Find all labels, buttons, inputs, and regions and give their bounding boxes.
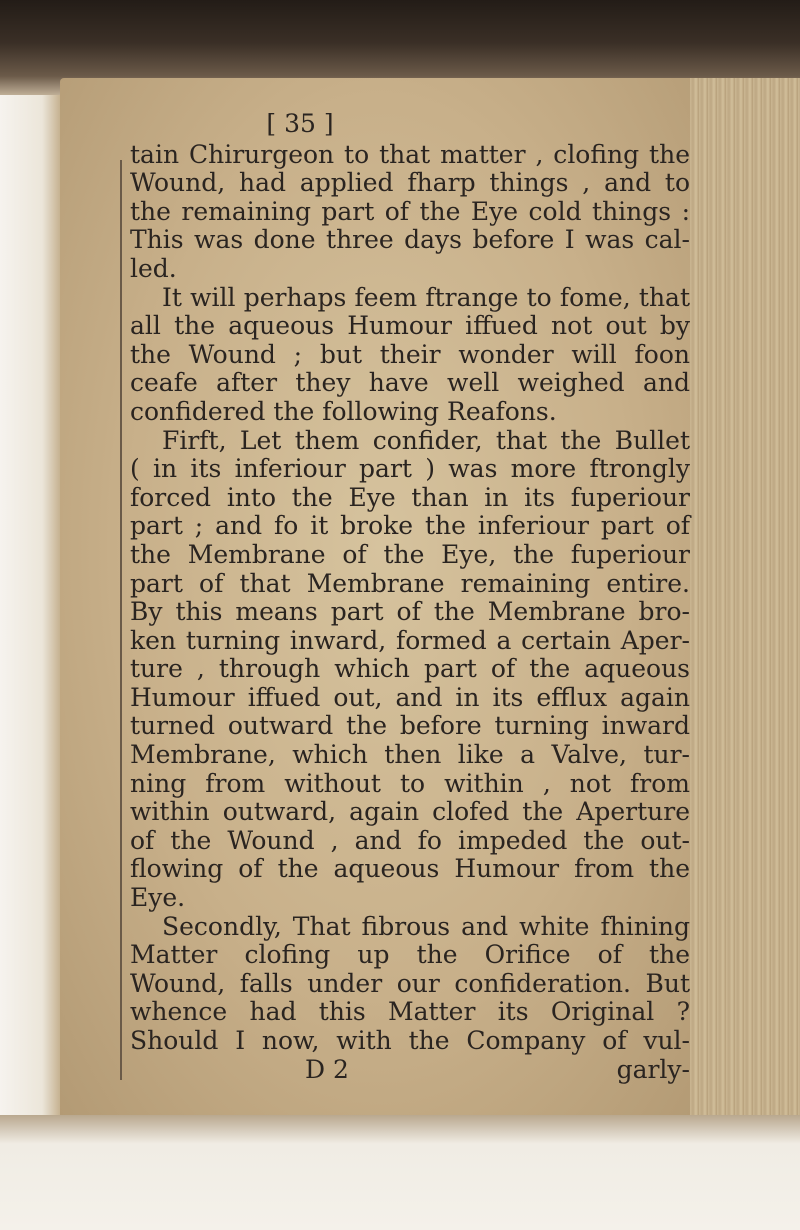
body-text bbox=[130, 110, 690, 1084]
signature-mark: D 2 bbox=[305, 1054, 349, 1084]
right-page-edges bbox=[690, 78, 800, 1122]
text-line: Secondly, That fibrous and white fhining bbox=[162, 911, 690, 941]
gutter-rule bbox=[120, 160, 122, 1080]
text-line: Wound, falls under our confideration. But bbox=[130, 968, 690, 998]
text-line: led. bbox=[130, 253, 177, 283]
text-line: Should I now, with the Company of vul- bbox=[130, 1026, 690, 1055]
text-line: turned outward the before turning inward bbox=[130, 711, 690, 741]
text-line: ( in its inferiour part ) was more ftrongly bbox=[130, 454, 690, 484]
text-line: of the Wound , and fo impeded the out- bbox=[130, 825, 690, 855]
text-line: Firft, Let them confider, that the Bullet bbox=[162, 425, 690, 455]
text-line: whence had this Matter its Original ? bbox=[130, 997, 690, 1027]
text-line: Membrane, which then like a Valve, tur- bbox=[130, 740, 690, 770]
text-line: the Wound ; but their wonder will foon bbox=[130, 339, 690, 369]
text-line: ken turning inward, formed a certain Aper- bbox=[130, 625, 690, 655]
text-line: This was done three days before I was cal- bbox=[130, 225, 690, 255]
bottom-margin bbox=[0, 1115, 800, 1230]
left-binding-edge bbox=[0, 95, 60, 1125]
text-line: ning from without to within , not from bbox=[130, 768, 690, 798]
text-line: Eye. bbox=[130, 883, 186, 913]
text-lines bbox=[130, 141, 690, 1056]
text-line: forced into the Eye than in its fuperiour bbox=[130, 482, 690, 512]
text-line: within outward, again clofed the Aperture bbox=[130, 797, 690, 827]
text-line: Matter clofing up the Orifice of the bbox=[130, 940, 690, 970]
text-line: the Membrane of the Eye, the fuperiour bbox=[130, 539, 690, 569]
text-line: the remaining part of the Eye cold things : bbox=[130, 196, 690, 226]
page-number: [ 35 ] bbox=[266, 109, 334, 138]
page-footer bbox=[130, 1056, 690, 1085]
text-line: all the aqueous Humour iffued not out by bbox=[130, 311, 690, 341]
catchword: garly- bbox=[616, 1054, 690, 1084]
text-line: Wound, had applied fharp things , and to bbox=[130, 168, 690, 198]
text-line: By this means part of the Membrane bro- bbox=[130, 597, 690, 627]
text-line: part of that Membrane remaining entire. bbox=[130, 568, 690, 598]
text-line: part ; and fo it broke the inferiour part of bbox=[130, 511, 690, 541]
text-line: Humour iffued out, and in its efflux again bbox=[130, 682, 690, 712]
text-line: tain Chirurgeon to that matter , clofing the bbox=[130, 139, 690, 169]
text-line: ceafe after they have well weighed and bbox=[130, 368, 690, 398]
text-line: ture , through which part of the aqueous bbox=[130, 654, 690, 684]
text-line: confidered the following Reafons. bbox=[130, 396, 557, 426]
text-line: flowing of the aqueous Humour from the bbox=[130, 854, 690, 884]
text-line: It will perhaps feem ftrange to fome, that bbox=[162, 282, 690, 312]
